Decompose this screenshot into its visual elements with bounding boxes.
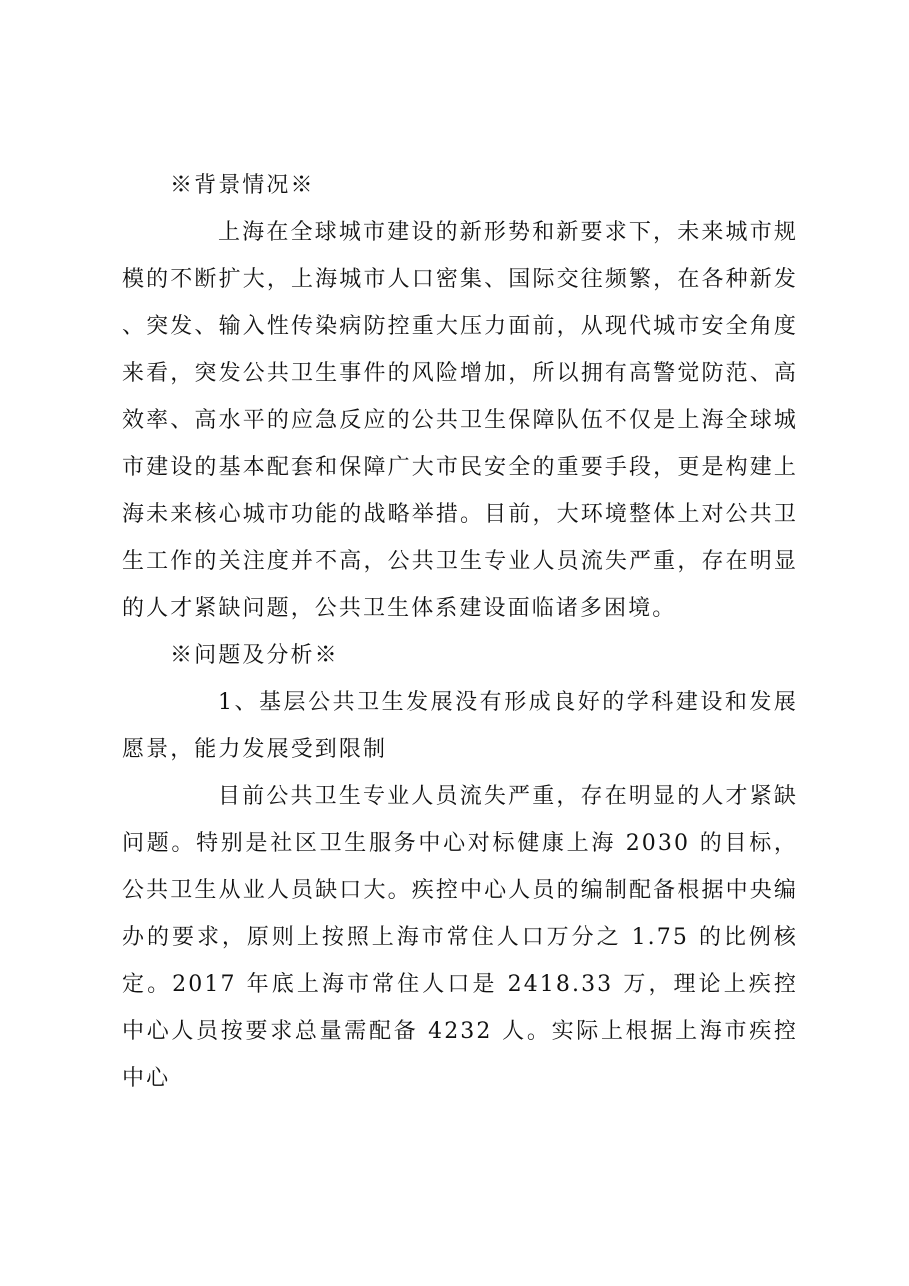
section-heading-background: ※背景情况※ xyxy=(170,173,315,198)
section-heading-problems: ※问题及分析※ xyxy=(170,643,339,668)
document-body xyxy=(122,162,798,1102)
paragraph-background: 上海在全球城市建设的新形势和新要求下，未来城市规模的不断扩大，上海城市人口密集、国际交往频繁，在各种新发、突发、输入性传染病防控重大压力面前，从现代城市安全角度来看，突发公共卫生事件的风险增加，所以拥有高警觉防范、高效率、高水平的应急反应的公共卫生保障队伍不仅是上海全球城市建设的基本配套和保障广大市民安全的重要手段，更是构建上海未来核心城市功能的战略举措。目前，大环境整体上对公共卫生工作的关注度并不高，公共卫生专业人员流失严重，存在明显的人才紧缺问题，公共卫生体系建设面临诸多困境。 xyxy=(122,220,798,621)
paragraph-problem-1-body: 目前公共卫生专业人员流失严重，存在明显的人才紧缺问题。特别是社区卫生服务中心对标健康上海 2030 的目标，公共卫生从业人员缺口大。疾控中心人员的编制配备根据中央编办的要求，原则上按照上海市常住人口万分之 1.75 的比例核定。2017 年底上海市常住人口是 2418.33 万，理论上疾控中心人员按要求总量需配备 4232 人。实际上根据上海市疾控中心 xyxy=(122,784,798,1091)
paragraph-problem-1-title: 1、基层公共卫生发展没有形成良好的学科建设和发展愿景，能力发展受到限制 xyxy=(122,690,798,762)
